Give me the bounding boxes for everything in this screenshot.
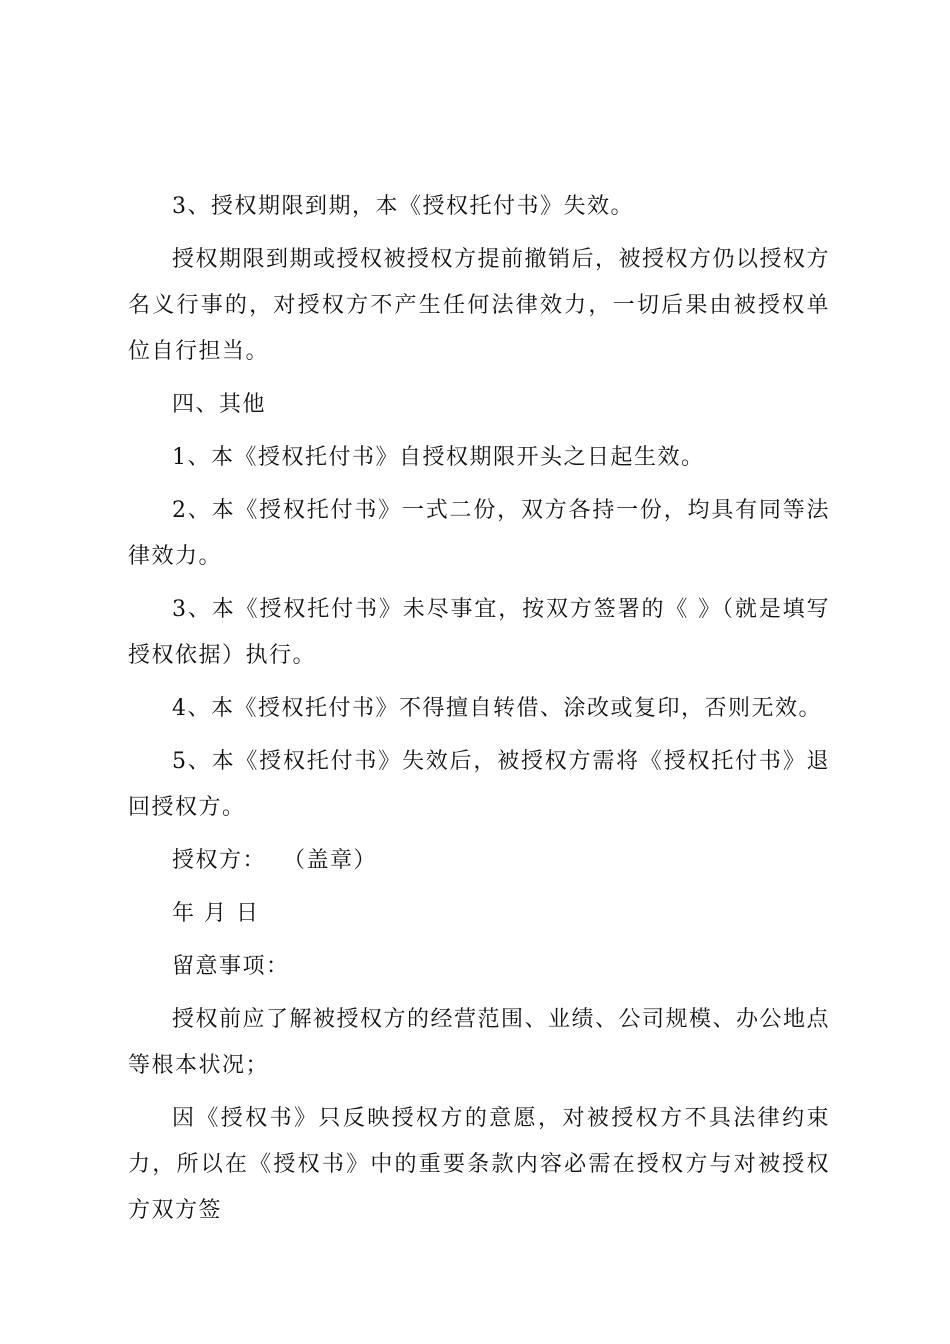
date-line: 年 月 日 <box>172 901 260 926</box>
clause-1: 1、本《授权托付书》自授权期限开头之日起生效。 <box>172 445 705 470</box>
document-body <box>128 184 830 1241</box>
notes-heading: 留意事项： <box>172 954 290 979</box>
clause-5: 5、本《授权托付书》失效后，被授权方需将《授权托付书》退回授权方。 <box>128 749 830 820</box>
section-heading-other: 四、其他 <box>172 392 267 417</box>
note-paragraph-2: 因《授权书》只反映授权方的意愿，对被授权方不具法律约束力，所以在《授权书》中的重要条款内容必需在授权方与对被授权方双方签 <box>128 1106 830 1223</box>
clause-2: 2、本《授权托付书》一式二份，双方各持一份，均具有同等法律效力。 <box>128 498 830 569</box>
paragraph-after-expiry: 授权期限到期或授权被授权方提前撤销后，被授权方仍以授权方名义行事的，对授权方不产生任何法律效力，一切后果由被授权单位自行担当。 <box>128 247 831 364</box>
clause-3: 3、本《授权托付书》未尽事宜，按双方签署的《 》（就是填写授权依据）执行。 <box>128 597 830 668</box>
paragraph-expiry: 3、授权期限到期，本《授权托付书》失效。 <box>172 194 634 219</box>
note-paragraph-1: 授权前应了解被授权方的经营范围、业绩、公司规模、办公地点等根本状况； <box>128 1007 831 1078</box>
clause-4: 4、本《授权托付书》不得擅自转借、涂改或复印，否则无效。 <box>172 696 822 721</box>
signature-line: 授权方： （盖章） <box>172 848 377 873</box>
